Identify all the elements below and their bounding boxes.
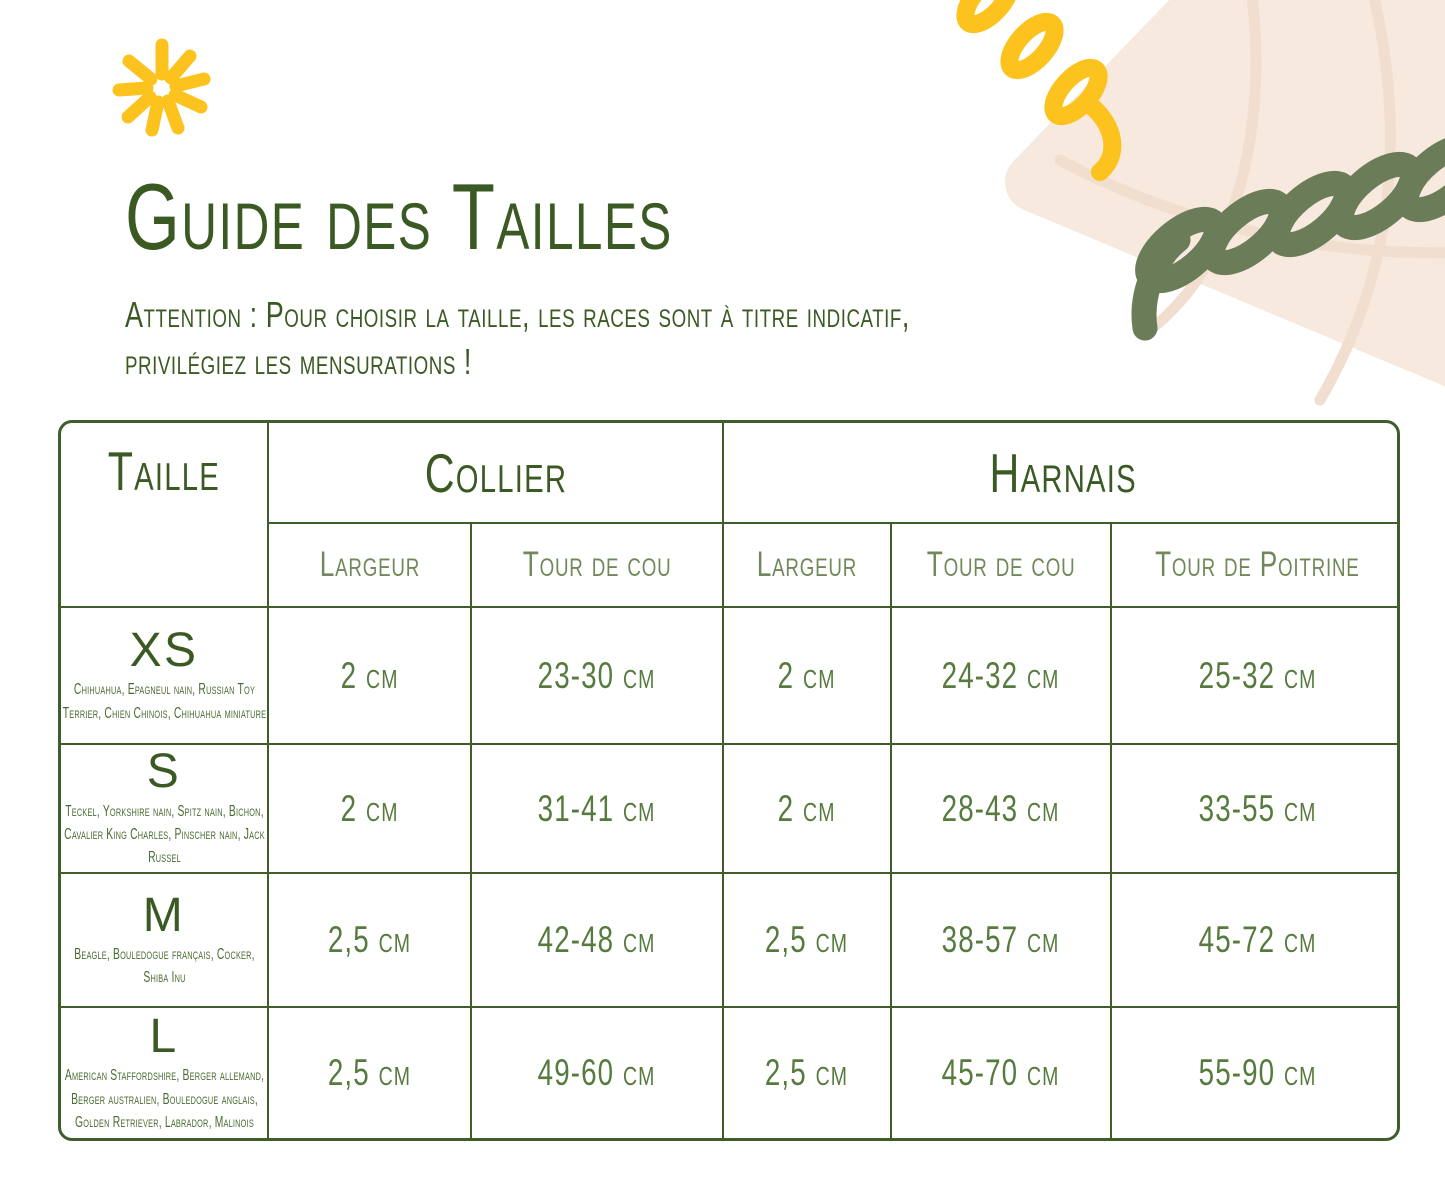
value-collier-tour-de-cou: 23-30 cm (471, 607, 723, 744)
value-harnais-tour-de-cou: 24-32 cm (891, 607, 1111, 744)
value-collier-largeur: 2,5 cm (268, 1007, 471, 1138)
breed-list: Beagle, Bouledogue français, Cocker, Shiba Inu (73, 945, 255, 987)
size-cell (61, 1007, 268, 1138)
value-harnais-largeur: 2,5 cm (723, 1007, 891, 1138)
table-row-m (61, 873, 1400, 1007)
header-cell-harnais: Harnais (723, 423, 1400, 523)
size-cell (61, 744, 268, 873)
value-collier-largeur: 2,5 cm (268, 873, 471, 1007)
table-header-row (61, 423, 1400, 523)
header-cell-taille: Taille (61, 423, 268, 607)
breed-list: Chihuahua, Epagneul nain, Russian Toy Terrier, Chien Chinois, Chihuahua miniature (62, 681, 266, 722)
value-harnais-tour-de-cou: 45-70 cm (891, 1007, 1111, 1138)
size-cell (61, 873, 268, 1007)
breed-list: Teckel, Yorkshire nain, Spitz nain, Bichon, Cavalier King Charles, Pinscher nain, Jack Russel (63, 802, 265, 867)
subheader-harnais-tour-de-cou: Tour de cou (891, 523, 1111, 607)
subheader-collier-largeur: Largeur (268, 523, 471, 607)
value-harnais-tour-de-cou: 38-57 cm (891, 873, 1111, 1007)
size-cell (61, 607, 268, 744)
subtitle-line-1: Attention : Pour choisir la taille, les races sont à titre indicatif, (125, 294, 910, 335)
subtitle-line-2: privilégiez les mensurations ! (125, 341, 472, 383)
size-label: M (142, 888, 186, 942)
value-harnais-largeur: 2 cm (723, 607, 891, 744)
value-harnais-largeur: 2 cm (723, 744, 891, 873)
size-label: S (146, 745, 182, 799)
table-row-s (61, 744, 1400, 873)
header-cell-collier: Collier (268, 423, 723, 523)
value-harnais-largeur: 2,5 cm (723, 873, 891, 1007)
value-harnais-tour-de-cou: 28-43 cm (891, 744, 1111, 873)
table-row-xs (61, 607, 1400, 744)
value-collier-tour-de-cou: 49-60 cm (471, 1007, 723, 1138)
size-table (58, 420, 1400, 1141)
size-label: XS (129, 624, 199, 678)
value-collier-largeur: 2 cm (268, 744, 471, 873)
table-row-l (61, 1007, 1400, 1138)
breed-list: American Staffordshire, Berger allemand, Berger australien, Bouledogue anglais, Golden Retriever, Labrador, Malinois (64, 1067, 264, 1131)
value-harnais-tour-de-poitrine: 25-32 cm (1111, 607, 1400, 744)
value-collier-tour-de-cou: 31-41 cm (471, 744, 723, 873)
subheader-harnais-largeur: Largeur (723, 523, 891, 607)
asterisk-burst-icon (107, 33, 217, 143)
value-harnais-tour-de-poitrine: 55-90 cm (1111, 1007, 1400, 1138)
value-collier-largeur: 2 cm (268, 607, 471, 744)
value-collier-tour-de-cou: 42-48 cm (471, 873, 723, 1007)
subheader-harnais-tour-de-poitrine: Tour de Poitrine (1111, 523, 1400, 607)
value-harnais-tour-de-poitrine: 33-55 cm (1111, 744, 1400, 873)
value-harnais-tour-de-poitrine: 45-72 cm (1111, 873, 1400, 1007)
subheader-collier-tour-de-cou: Tour de cou (471, 523, 723, 607)
page-title: Guide des Tailles (125, 164, 673, 269)
page-subtitle (125, 291, 1172, 385)
size-label: L (149, 1009, 179, 1063)
